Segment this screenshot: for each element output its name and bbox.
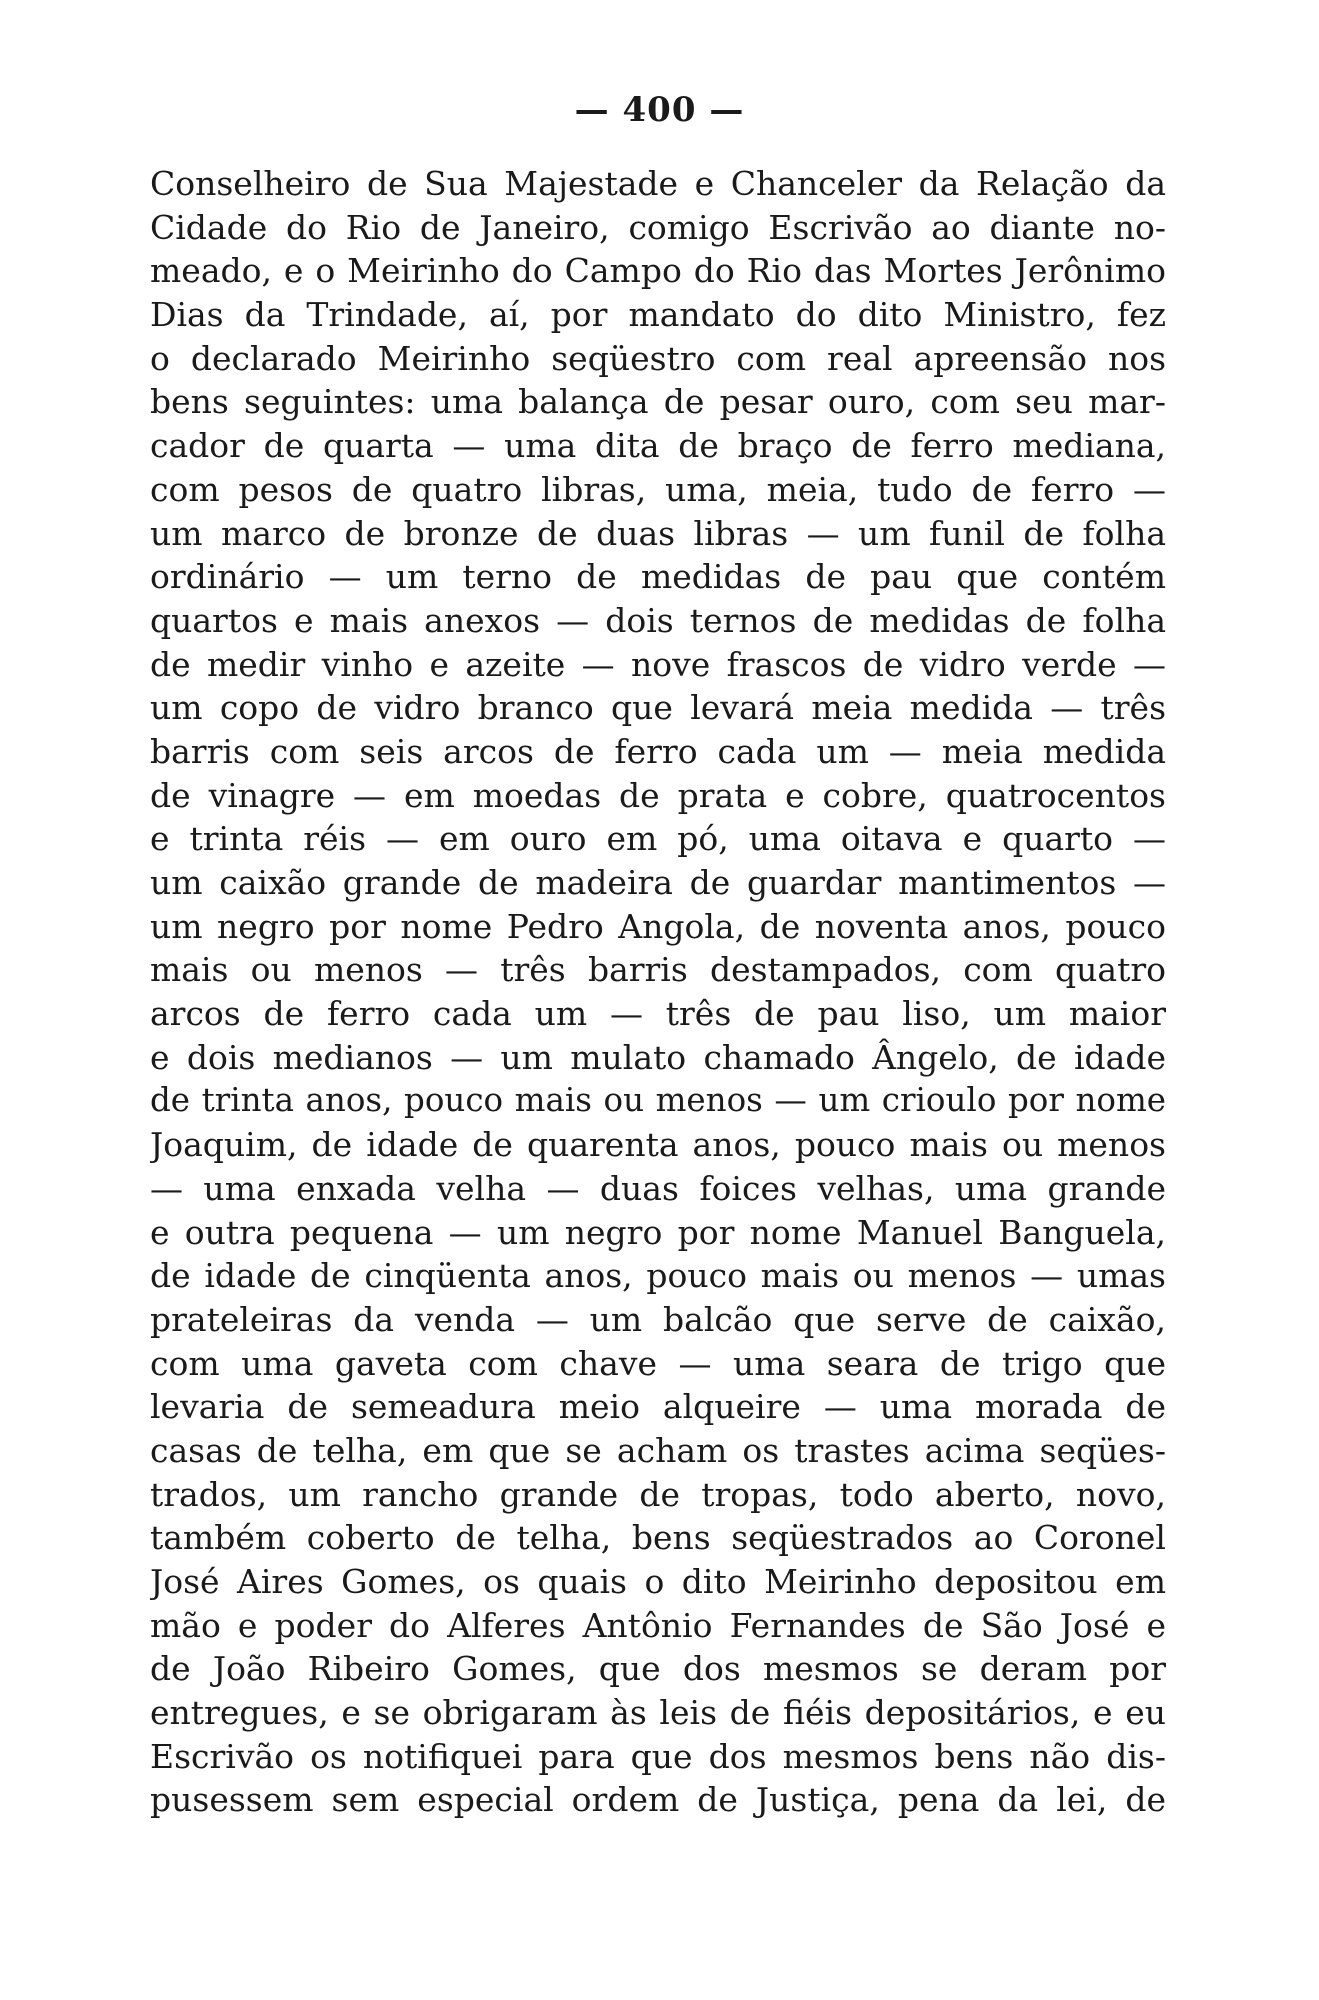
text-line: Cidade do Rio de Janeiro, comigo Escrivão ao diante no- [150,207,1166,247]
text-line: com pesos de quatro libras, uma, meia, tudo de ferro — [150,469,1166,509]
text-line: Escrivão os notifiquei para que dos mesmos bens não dis- [150,1736,1166,1776]
text-line: de João Ribeiro Gomes, que dos mesmos se deram por [150,1649,1166,1689]
text-line: também coberto de telha, bens seqüestrados ao Coronel [150,1518,1166,1558]
text-line: o declarado Meirinho seqüestro com real apreensão nos [150,338,1166,378]
text-line: levaria de semeadura meio alqueire — uma morada de [150,1387,1166,1427]
text-line: e dois medianos — um mulato chamado Ângelo, de idade [150,1037,1166,1077]
page-number: — 400 — [574,90,745,130]
text-line: José Aires Gomes, os quais o dito Meirinho depositou em [150,1562,1166,1601]
body-text [150,162,1166,1822]
text-line: um caixão grande de madeira de guardar mantimentos — [150,863,1166,902]
text-line: cador de quarta — uma dita de braço de ferro mediana, [150,426,1166,466]
text-line: arcos de ferro cada um — três de pau liso, um maior [150,994,1166,1034]
text-line: bens seguintes: uma balança de pesar ouro, com seu mar- [150,382,1166,422]
text-line: e trinta réis — em ouro em pó, uma oitava e quarto — [150,819,1166,859]
text-line: de medir vinho e azeite — nove frascos de vidro verde — [150,644,1166,684]
text-line: e outra pequena — um negro por nome Manuel Banguela, [150,1212,1166,1252]
text-line: prateleiras da venda — um balcão que serve de caixão, [150,1299,1166,1339]
text-line: meado, e o Meirinho do Campo do Rio das Mortes Jerônimo [150,251,1166,291]
text-line: trados, um rancho grande de tropas, todo aberto, novo, [150,1474,1166,1514]
text-line: de vinagre — em moedas de prata e cobre, quatrocentos [150,775,1166,815]
text-line: — uma enxada velha — duas foices velhas, uma grande [150,1168,1166,1208]
text-line: Dias da Trindade, aí, por mandato do dito Ministro, fez [150,295,1166,335]
text-line: Conselheiro de Sua Majestade e Chanceler da Relação da [150,164,1166,203]
text-line: um marco de bronze de duas libras — um funil de folha [150,513,1166,553]
text-line: mão e poder do Alferes Antônio Fernandes de São José e [150,1605,1166,1645]
text-line: Joaquim, de idade de quarenta anos, pouco mais ou menos [150,1125,1166,1165]
text-line: casas de telha, em que se acham os trastes acima seqües- [150,1430,1166,1470]
text-line: mais ou menos — três barris destampados, com quatro [150,950,1166,990]
text-line: de trinta anos, pouco mais ou menos — um crioulo por nome [150,1081,1166,1120]
text-line: barris com seis arcos de ferro cada um — meia medida [150,731,1166,771]
text-line: entregues, e se obrigaram às leis de fiéis depositários, e eu [150,1693,1166,1733]
text-line: ordinário — um terno de medidas de pau que contém [150,557,1166,597]
text-line: pusessem sem especial ordem de Justiça, pena da lei, de [150,1780,1166,1820]
text-line: quartos e mais anexos — dois ternos de medidas de folha [150,600,1166,640]
text-line: com uma gaveta com chave — uma seara de trigo que [150,1343,1166,1383]
text-line: de idade de cinqüenta anos, pouco mais ou menos — umas [150,1256,1166,1296]
text-line: um negro por nome Pedro Angola, de noventa anos, pouco [150,906,1166,946]
text-line: um copo de vidro branco que levará meia medida — três [150,688,1166,728]
